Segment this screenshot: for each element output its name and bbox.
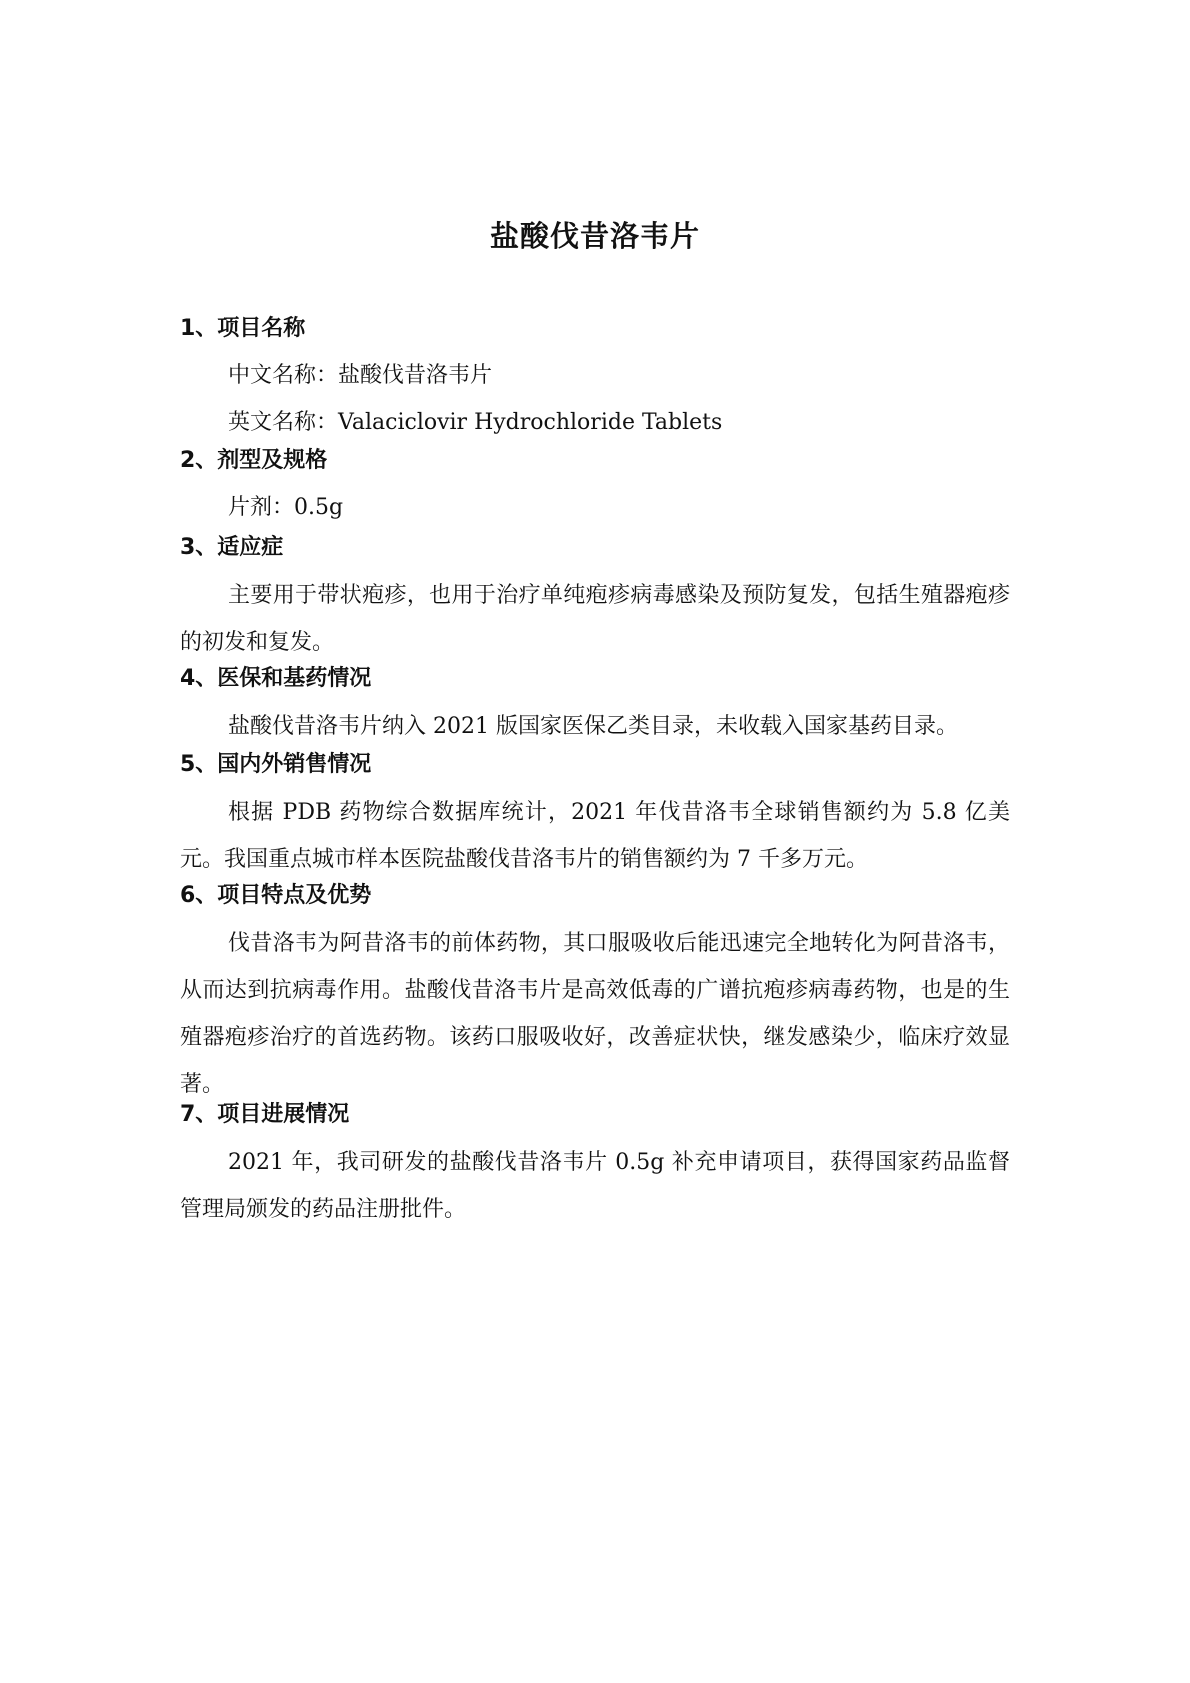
section-heading: 5、国内外销售情况 bbox=[180, 752, 372, 777]
section-insurance bbox=[180, 664, 1010, 750]
english-name-line: 英文名称：Valaciclovir Hydrochloride Tablets bbox=[228, 410, 723, 435]
section-heading: 2、剂型及规格 bbox=[180, 448, 328, 473]
indications-paragraph: 主要用于带状疱疹，也用于治疗单纯疱疹病毒感染及预防复发，包括生殖器疱疹的初发和复发。 bbox=[180, 583, 1010, 655]
insurance-paragraph: 盐酸伐昔洛韦片纳入 2021 版国家医保乙类目录，未收载入国家基药目录。 bbox=[228, 714, 958, 739]
section-dosage-form bbox=[180, 446, 1010, 540]
section-features bbox=[180, 881, 1010, 1108]
section-project-name bbox=[180, 314, 1010, 455]
section-indications bbox=[180, 533, 1010, 666]
page-title: 盐酸伐昔洛韦片 bbox=[489, 219, 700, 253]
chinese-name-line: 中文名称：盐酸伐昔洛韦片 bbox=[228, 363, 493, 388]
section-heading: 3、适应症 bbox=[180, 535, 284, 560]
section-heading: 6、项目特点及优势 bbox=[180, 883, 372, 908]
progress-paragraph: 2021 年，我司研发的盐酸伐昔洛韦片 0.5g 补充申请项目，获得国家药品监督管理局颁发的药品注册批件。 bbox=[180, 1150, 1010, 1222]
section-heading: 7、项目进展情况 bbox=[180, 1102, 350, 1127]
features-paragraph: 伐昔洛韦为阿昔洛韦的前体药物，其口服吸收后能迅速完全地转化为阿昔洛韦，从而达到抗病毒作用。盐酸伐昔洛韦片是高效低毒的广谱抗疱疹病毒药物，也是的生殖器疱疹治疗的首选药物。该药口服吸收好，改善症状快，继发感染少，临床疗效显著。 bbox=[180, 931, 1010, 1097]
section-sales bbox=[180, 750, 1010, 883]
dosage-spec-line: 片剂：0.5g bbox=[228, 495, 344, 520]
sales-paragraph: 根据 PDB 药物综合数据库统计，2021 年伐昔洛韦全球销售额约为 5.8 亿美元。我国重点城市样本医院盐酸伐昔洛韦片的销售额约为 7 千多万元。 bbox=[180, 800, 1010, 872]
section-heading: 1、项目名称 bbox=[180, 316, 306, 341]
section-heading: 4、医保和基药情况 bbox=[180, 666, 372, 691]
section-progress bbox=[180, 1100, 1010, 1233]
